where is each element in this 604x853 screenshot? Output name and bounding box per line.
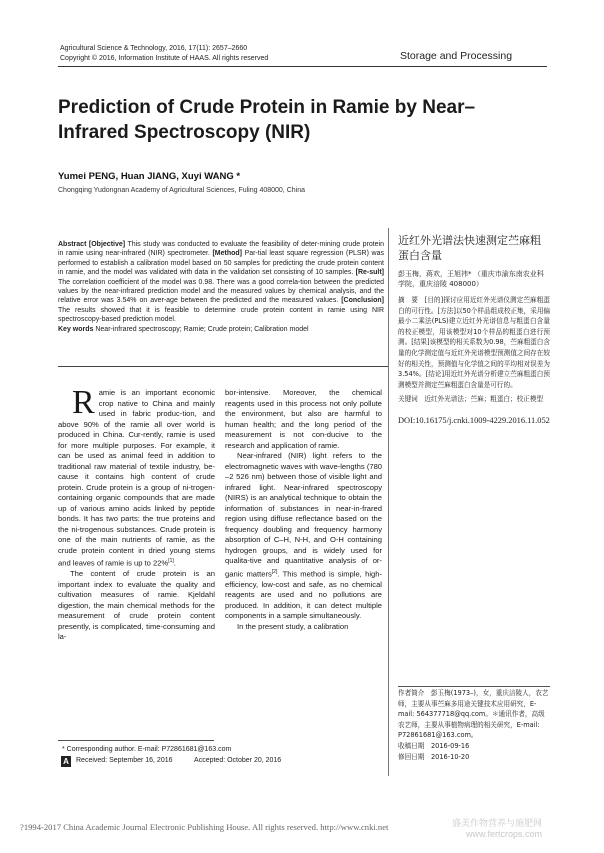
conclusion-text: The results showed that it is feasible to determine crude protein content in ramie using NIR spectroscopy-based prediction model.: [58, 306, 384, 324]
chinese-authors: 彭玉梅，蒋欢，王旭祎* （重庆市渝东南农业科学院，重庆涪陵 408000）: [398, 270, 544, 288]
authors: Yumei PENG, Huan JIANG, Xuyi WANG *: [58, 171, 241, 182]
citation-ref: [2]: [271, 568, 278, 575]
body-column-2: [225, 388, 382, 632]
paragraph-text: Near-infrared (NIR) light refers to the electromagnetic waves with wave-lengths (780 –2 526 nm) between those of visible light and infrared light. Near-infrared spectroscopy (NIRS) is an analytical technique to obtain the information of substances in near-in-frared region using diffuse reflectance based on the frequency doubling and frequency harmony absorption of C–H, N-H, and O-H containing hydrogen groups, and is widely used for qualita-tive and quantitative analysis of or-ganic matters: [225, 451, 383, 579]
title-line-1: Prediction of Crude Protein in Ramie by Near–: [58, 97, 476, 118]
result-text: The correlation coefficient of the model was 0.98. There was a good correla-tion between the predicted values by the near-infrared prediction model and the measured values by chemical analysis, and the relative error was 3.54% on aver-age between the predicted and the measured values.: [58, 278, 384, 305]
chinese-abstract: 摘 要 [目的]探讨应用近红外光谱仪测定苎麻粗蛋白的可行性。[方法]以50个样品组成校正集，采用偏最小二乘法(PLS)建立近红外光谱信息与粗蛋白含量的校正模型，用该模型对10个样品的粗蛋白进行预测。[结果]该模型的相关系数为0.98，苎麻粗蛋白含量的化学测定值与近红外光谱模型预测值之间存在较好的相关性，预测值与化学值之间的平均相对误差为3.54%。[结论]用近红外光谱分析建立苎麻粗蛋白预测模型并测定苎麻粗蛋白含量是可行的。: [398, 296, 551, 389]
chinese-abstract-column: [398, 233, 550, 425]
drop-cap: R: [72, 384, 95, 421]
author-bio: 作者简介 彭玉梅(1973–)，女，重庆涪陵人，农艺师，主要从事苎麻多用途关键技术应用研究，E-mail: 564377718@qq.com。＊通讯作者，高级农艺师，主要从事植物病理的相关研究，E-mail: P72861681@163.com。: [398, 689, 549, 740]
watermark-line-1: 盛美作物营养与施肥网: [452, 818, 543, 828]
title-line-2: Infrared Spectroscopy (NIR): [58, 122, 311, 143]
received-date-cn: 收稿日期 2016-09-16: [398, 741, 470, 750]
citation-ref: [1]: [168, 558, 174, 564]
body-paragraph: [58, 384, 215, 569]
body-paragraph: In the present study, a calibration: [237, 621, 349, 631]
result-label: [Re-sult]: [355, 269, 384, 277]
abstract-rule: [58, 366, 388, 367]
body-paragraph: [225, 451, 382, 622]
body-column-1: [58, 384, 215, 643]
method-text: Par-tial least square regression (PLSR) was performed to establish a calibration model based on 50 samples for predicting the crude protein content in ramie, and the model was validated with data in the validation set consisting of 10 samples.: [58, 250, 384, 277]
method-label: [Method]: [212, 250, 242, 258]
paragraph-end: . This method is simple, high-efficiency, low-cost and safe, as no chemical reagents are used and no pollutions are produced. In addition, it can detect multiple components in a sample simultaneously.: [225, 569, 382, 621]
keywords-label: Key words: [58, 325, 94, 333]
section-label: Storage and Processing: [400, 50, 513, 62]
journal-line-1: Agricultural Science & Technology, 2016, 17(11): 2657–2660: [60, 45, 248, 52]
chinese-title: 近红外光谱法快速测定苎麻粗蛋白含量: [398, 234, 541, 262]
conclusion-label: [Conclusion]: [341, 297, 384, 305]
column-divider: [388, 228, 389, 776]
keywords: [58, 325, 384, 334]
corresponding-author-note: * Corresponding author. E-mail: P72861681@163.com: [62, 746, 232, 753]
watermark: [452, 818, 542, 840]
copyright-footer: ?1994-2017 China Academic Journal Electronic Publishing House. All rights reserved. http://www.cnki.net: [20, 822, 389, 832]
accepted-date: Accepted: October 20, 2016: [194, 757, 282, 764]
journal-line-2: Copyright © 2016, Information Institute of HAAS. All rights reserved: [60, 55, 269, 62]
body-paragraph: The content of crude protein is an important index to evaluate the quality and cultivation measures of ramie. Kjeldahl digestion, the main chemical methods for the measurement of crude protein content presently, is complicated, time-consuming and la-: [58, 569, 215, 642]
keywords-text: Near-infrared spectroscopy; Ramie; Crude protein; Calibration model: [93, 325, 309, 333]
footnote-rule: [58, 740, 214, 741]
journal-citation: [60, 44, 268, 64]
received-date: Received: September 16, 2016: [76, 757, 173, 764]
revised-date-cn: 修回日期 2016-10-20: [398, 752, 470, 761]
author-info-rule: [398, 686, 550, 687]
chinese-keywords: 关键词 近红外光谱法；苎麻；粗蛋白；校正模型: [398, 395, 544, 404]
watermark-line-2: www.fertcrops.com: [465, 829, 543, 839]
author-info: [398, 688, 550, 762]
abstract-label: Abstract: [58, 241, 87, 248]
doi: DOI:10.16175/j.cnki.1009-4229.2016.11.052: [398, 416, 550, 426]
header-rule: [58, 66, 547, 67]
paragraph-text: amie is an important economic crop native to China and mainly used in fabric produc-tion, and above 90% of the ramie all over world is produced in China. Cur-rently, ramie is used for more multiple purposes. For example, it can be used as animal feed in addition to traditional raw material of textile industry, be-cause it contains high content of crude protein. Crude protein is a group of ni-trogen-containing organic compounds that are made up of various amino acids linked by peptide bonds. It has two parts: the true proteins and the ni-trogenous substances. Crude protein is one of the main nutrients of ramie, as the crude protein content in dried young stems and leaves of ramie is up to 22%: [58, 388, 215, 568]
objective-text: This study was conducted to evaluate the feasibility of deter-mining crude protein in ramie using near-infrared (NIR) spectrometer.: [58, 241, 384, 258]
paper-title: [58, 95, 538, 145]
body-paragraph: bor-intensive. Moreover, the chemical reagents used in this process not only pollute the environment, but also are harmful to human health; and the long period of the measurement is not con-ducive to the research and application of ramie.: [225, 388, 382, 450]
paragraph-end: .: [173, 558, 176, 568]
received-accepted-dates: [76, 757, 281, 764]
article-a-icon: A: [61, 756, 71, 767]
abstract: [58, 240, 384, 334]
objective-label: [Objective]: [88, 241, 126, 248]
affiliation: Chongqing Yudongnan Academy of Agricultural Sciences, Fuling 408000, China: [58, 187, 305, 194]
